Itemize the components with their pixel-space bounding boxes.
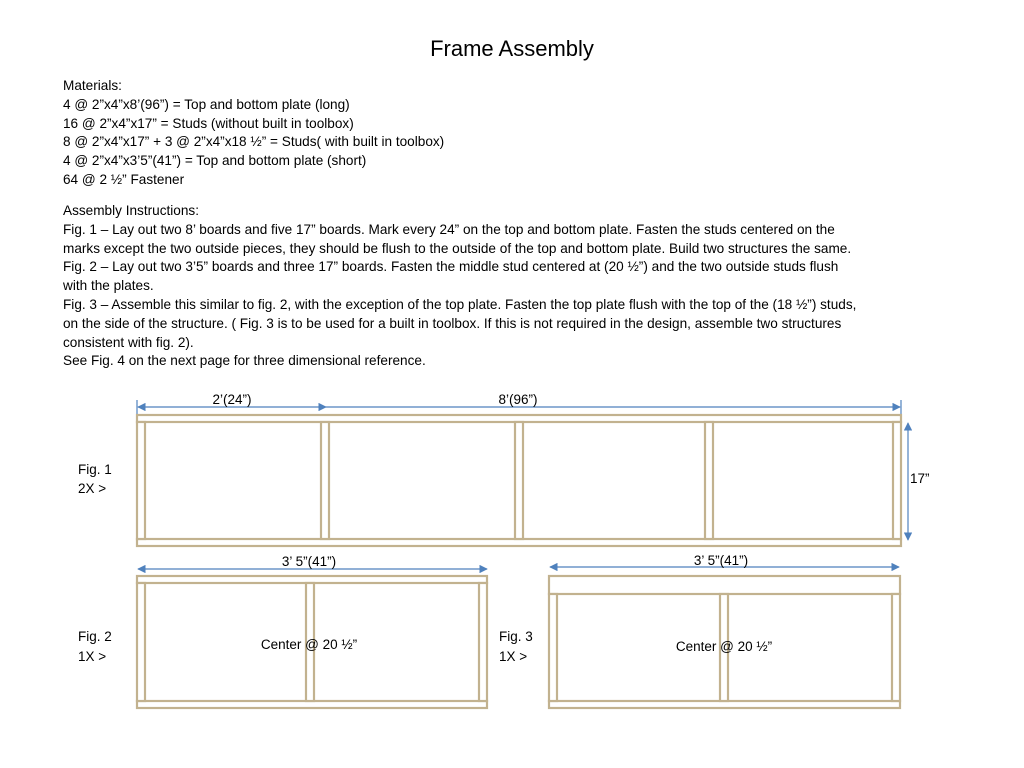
fig1-stud bbox=[893, 422, 901, 539]
fig2-center-note: Center @ 20 ½” bbox=[260, 637, 358, 652]
fig1-frame bbox=[137, 415, 901, 546]
fig2-stud bbox=[137, 583, 145, 701]
materials-heading: Materials: bbox=[63, 78, 122, 93]
instruction-line: on the side of the structure. ( Fig. 3 is to be used for a built in toolbox. If this is not required in the design, assemble two structures bbox=[63, 315, 842, 331]
material-line: 64 @ 2 ½” Fastener bbox=[63, 171, 185, 187]
fig1-label: Fig. 1 bbox=[78, 462, 112, 477]
instruction-line: Fig. 3 – Assemble this similar to fig. 2, with the exception of the top plate. Fasten the top plate flush with the top of the (18 ½”) studs, bbox=[63, 296, 857, 312]
fig1-stud bbox=[137, 422, 145, 539]
fig2-quantity: 1X > bbox=[78, 649, 107, 664]
fig3-stud bbox=[892, 594, 900, 701]
fig3-label: Fig. 3 bbox=[499, 629, 533, 644]
material-line: 8 @ 2”x4”x17” + 3 @ 2”x4”x18 ½” = Studs( with built in toolbox) bbox=[63, 134, 445, 150]
fig1-stud bbox=[321, 422, 329, 539]
fig3-top-plate bbox=[549, 576, 900, 594]
fig1-spacing-label: 2’(24”) bbox=[212, 392, 252, 407]
fig1-height-label: 17” bbox=[910, 471, 930, 486]
instruction-line: Fig. 1 – Lay out two 8’ boards and five 17” boards. Mark every 24” on the top and bottom plate. Fasten the studs centered on the bbox=[63, 221, 835, 237]
fig1-length-label: 8’(96”) bbox=[498, 392, 538, 407]
fig2-label: Fig. 2 bbox=[78, 629, 112, 644]
fig3-stud bbox=[549, 594, 557, 701]
fig1-quantity: 2X > bbox=[78, 481, 107, 496]
instruction-line: See Fig. 4 on the next page for three dimensional reference. bbox=[63, 353, 426, 369]
page-title: Frame Assembly bbox=[430, 36, 594, 61]
material-line: 16 @ 2”x4”x17” = Studs (without built in toolbox) bbox=[63, 115, 354, 131]
fig2-dimensions bbox=[138, 554, 487, 569]
fig3-center-note: Center @ 20 ½” bbox=[675, 639, 773, 654]
material-line: 4 @ 2”x4”x8’(96”) = Top and bottom plate (long) bbox=[63, 96, 350, 112]
fig3-dimensions bbox=[550, 553, 899, 568]
material-line: 4 @ 2”x4”x3’5”(41”) = Top and bottom plate (short) bbox=[63, 153, 367, 169]
instruction-line: consistent with fig. 2). bbox=[63, 334, 194, 350]
instruction-line: Fig. 2 – Lay out two 3’5” boards and three 17” boards. Fasten the middle stud centered at (20 ½”) and the two outside studs flush bbox=[63, 259, 839, 275]
instructions-heading: Assembly Instructions: bbox=[63, 203, 199, 218]
fig2-stud bbox=[479, 583, 487, 701]
instruction-line: marks except the two outside pieces, they should be flush to the outside of the top and bottom plate. Build two structures the same. bbox=[63, 240, 852, 256]
fig1-stud bbox=[515, 422, 523, 539]
fig2-length-label: 3’ 5”(41”) bbox=[281, 554, 337, 569]
fig3-quantity: 1X > bbox=[499, 649, 528, 664]
instruction-line: with the plates. bbox=[63, 278, 154, 294]
fig1-stud bbox=[705, 422, 713, 539]
fig3-length-label: 3’ 5”(41”) bbox=[693, 553, 749, 568]
